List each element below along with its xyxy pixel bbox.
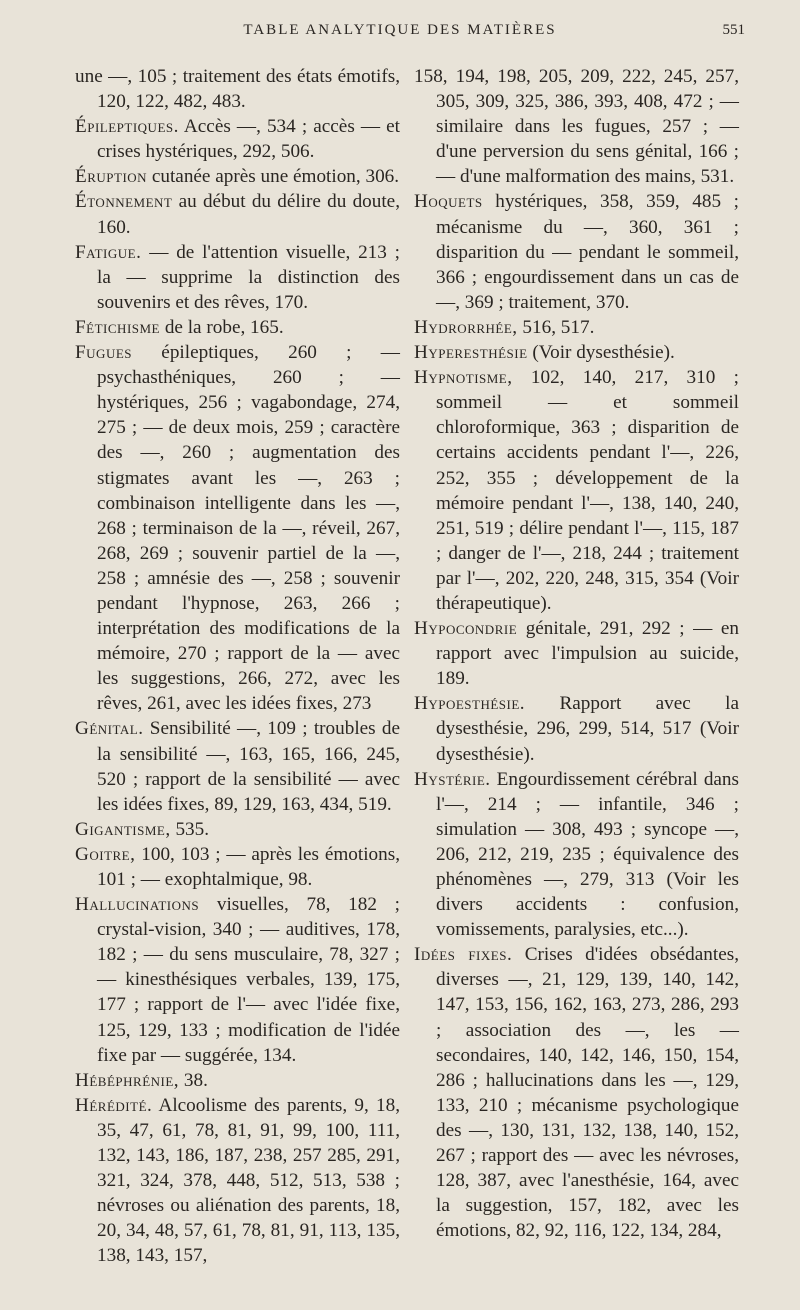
entry-references: de la robe, 165.: [160, 316, 284, 338]
index-entry: [75, 64, 400, 114]
index-entry: [414, 189, 739, 314]
index-entry: [414, 340, 739, 365]
entry-references: épileptiques, 260 ; — psychasthéniques, 260 ; — hystériques, 256 ; vagabondage, 274, 275 ; — de deux mois, 259 ; caractère des —, 260 ; augmentation des stigmates avant les —, 263 ; combinaison intelligente dans les —, 268 ; terminaison de la —, réveil, 267, 268, 269 ; souvenir partiel de la —, 258 ; amnésie des —, 258 ; souvenir pendant l'hypnose, 263, 266 ; interprétation des modifications de la mémoire, 270 ; rapport de la — avec les suggestions, 266, 272, avec les rêves, 261, avec les idées fixes, 273: [97, 342, 400, 715]
index-entry: [414, 365, 739, 616]
index-entry: [414, 942, 739, 1243]
left-column: [75, 64, 400, 1269]
index-entry: [75, 1093, 400, 1269]
index-entry: [75, 315, 400, 340]
index-entry: [75, 892, 400, 1068]
entry-references: au début du délire du doute, 160.: [97, 191, 400, 238]
index-entry: [75, 1068, 400, 1093]
index-entry: [75, 164, 400, 189]
entry-heading: Fugues: [75, 342, 133, 364]
entry-references: — de l'attention visuelle, 213 ; la — supprime la distinction des souvenirs et des rêves, 170.: [97, 241, 400, 313]
running-title: TABLE ANALYTIQUE DES MATIÈRES: [243, 22, 557, 38]
index-entry: [414, 767, 739, 943]
entry-heading: Hydrorrhée,: [414, 316, 518, 338]
entry-references: 102, 140, 217, 310 ; sommeil — et sommeil chloroformique, 363 ; disparition de certains accidents pendant l'—, 226, 252, 355 ; développement de la mémoire pendant l'—, 138, 140, 240, 251, 519 ; délire pendant l'—, 115, 187 ; danger de l'—, 218, 244 ; traitement par l'—, 202, 220, 248, 315, 354 (Voir thérapeutique).: [436, 367, 739, 614]
entry-references: visuelles, 78, 182 ; crystal-vision, 340 ; — auditives, 178, 182 ; — du sens musculaire, 78, 327 ; — kinesthésiques verbales, 139, 175, 177 ; rapport de l'— avec l'idée fixe, 125, 129, 133 ; modification de l'idée fixe par — suggérée, 134.: [97, 894, 400, 1066]
entry-heading: Hypocondrie: [414, 618, 518, 640]
entry-references: Sensibilité —, 109 ; troubles de la sensibilité —, 163, 165, 166, 245, 520 ; rapport de la sensibilité — avec les idées fixes, 89, 129, 163, 434, 519.: [97, 718, 400, 815]
page-number: 551: [722, 22, 745, 38]
entry-heading: Hystérie.: [414, 768, 491, 790]
entry-references: Rapport avec la dysesthésie, 296, 299, 514, 517 (Voir dysesthésie).: [436, 693, 739, 765]
entry-heading: Goitre,: [75, 843, 136, 865]
entry-heading: Fatigue.: [75, 241, 142, 263]
entry-heading: Idées fixes.: [414, 944, 513, 966]
entry-heading: Éruption: [75, 166, 148, 188]
entry-heading: Gigantisme,: [75, 818, 171, 840]
entry-heading: Hypnotisme,: [414, 367, 513, 389]
entry-heading: Épileptiques.: [75, 116, 179, 138]
entry-references: Engourdissement cérébral dans l'—, 214 ; — infantile, 346 ; simulation — 308, 493 ; syncope —, 206, 212, 219, 235 ; équivalence des phénomènes —, 279, 313 (Voir les divers accidents : confusion, vomissements, paralysies, etc...).: [436, 768, 739, 941]
entry-heading: Étonnement: [75, 191, 173, 213]
entry-references: hystériques, 358, 359, 485 ; mécanisme du —, 360, 361 ; disparition du — pendant le sommeil, 366 ; engourdissement dans un cas de —, 369 ; traitement, 370.: [436, 191, 739, 313]
entry-references: une —, 105 ; traitement des états émotifs, 120, 122, 482, 483.: [75, 66, 400, 113]
entry-heading: Hallucinations: [75, 894, 200, 916]
entry-heading: Hébéphrénie,: [75, 1069, 180, 1091]
entry-references: génitale, 291, 292 ; — en rapport avec l'impulsion au suicide, 189.: [436, 618, 739, 690]
entry-heading: Génital.: [75, 718, 144, 740]
right-column: [414, 64, 739, 1243]
index-entry: [414, 616, 739, 691]
index-entry: [75, 842, 400, 892]
entry-references: 38.: [179, 1069, 208, 1091]
index-entry: [75, 240, 400, 315]
entry-references: Alcoolisme des parents, 9, 18, 35, 47, 61, 78, 81, 91, 99, 100, 111, 132, 143, 186, 187, 238, 257 285, 291, 321, 324, 378, 448, 512, 513, 538 ; névroses ou aliénation des parents, 18, 20, 34, 48, 57, 61, 78, 81, 91, 113, 135, 138, 143, 157,: [97, 1094, 400, 1267]
index-entry: [75, 340, 400, 716]
entry-references: Crises d'idées obsédantes, diverses —, 21, 129, 139, 140, 142, 147, 153, 156, 162, 163, 273, 286, 293 ; association des —, les — secondaires, 140, 142, 146, 150, 154, 286 ; hallucinations dans les —, 129, 133, 210 ; mécanisme psychologique des —, 130, 131, 132, 138, 140, 152, 267 ; rapport des — avec les névroses, 128, 387, avec l'anesthésie, 164, avec la suggestion, 157, 182, avec les émotions, 82, 92, 116, 122, 134, 284,: [436, 944, 739, 1242]
entry-references: 158, 194, 198, 205, 209, 222, 245, 257, 305, 309, 325, 386, 393, 408, 472 ; — similaire dans les fugues, 257 ; — d'une perversion du sens génital, 166 ; — d'une malformation des mains, 531.: [414, 66, 739, 188]
entry-references: 535.: [170, 818, 210, 840]
entry-references: 516, 517.: [517, 316, 595, 338]
index-entry: [414, 691, 739, 766]
entry-references: 100, 103 ; — après les émotions, 101 ; — exophtalmique, 98.: [97, 843, 400, 890]
index-entry: [75, 189, 400, 239]
index-entry: [75, 716, 400, 816]
entry-heading: Fétichisme: [75, 316, 161, 338]
entry-heading: Hypoesthésie.: [414, 693, 526, 715]
entry-references: cutanée après une émotion, 306.: [147, 166, 400, 188]
entry-heading: Hoquets: [414, 191, 483, 213]
entry-heading: Hyperesthésie: [414, 342, 528, 364]
index-entry: [75, 114, 400, 164]
entry-heading: Hérédité.: [75, 1094, 153, 1116]
index-entry: [414, 315, 739, 340]
index-entry: [75, 817, 400, 842]
entry-references: Accès —, 534 ; accès — et crises hystériques, 292, 506.: [97, 116, 400, 163]
entry-references: (Voir dysesthésie).: [527, 342, 675, 364]
index-entry: [414, 64, 739, 189]
